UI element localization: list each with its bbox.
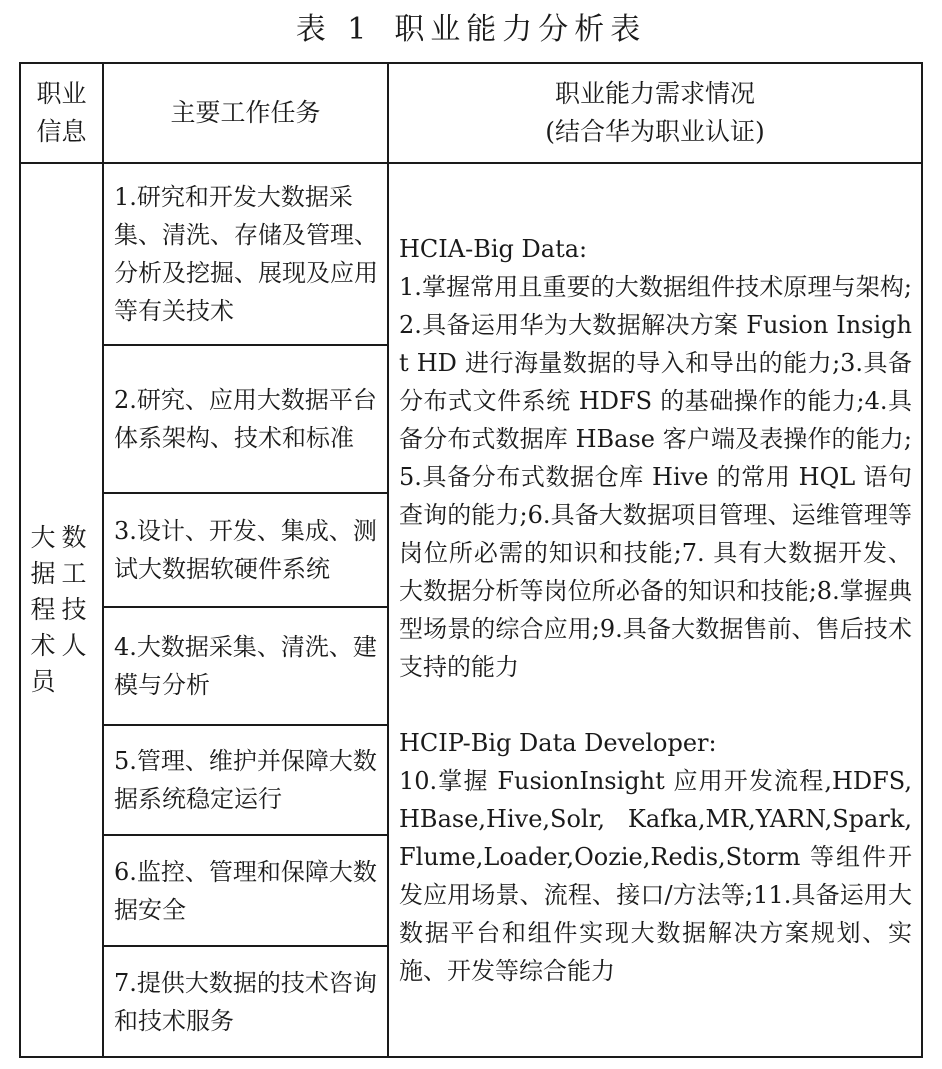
table-caption xyxy=(0,8,942,52)
task-cell-3: 3.设计、开发、集成、测试大数据软硬件系统 xyxy=(103,493,388,607)
header-info-label: 职业信息 xyxy=(36,79,87,146)
header-requirements xyxy=(388,63,922,163)
requirements-cell xyxy=(388,163,922,1057)
header-row xyxy=(20,63,922,163)
header-requirements-line2: (结合华为职业认证) xyxy=(545,117,765,146)
task-cell-5: 5.管理、维护并保障大数据系统稳定运行 xyxy=(103,725,388,835)
occupation-cell xyxy=(20,163,103,1057)
section-gap xyxy=(399,686,912,724)
table-number: 表 1 xyxy=(295,12,373,47)
table-title: 职业能力分析表 xyxy=(394,12,647,47)
hcip-text: 10.掌握 FusionInsight 应用开发流程,HDFS, HBase,Hive,Solr, Kafka,MR,YARN,Spark, Flume,Loader,Oozie,Redis,Storm 等组件开发应用场景、流程、接口/方法等;11.具备运用大数据平台和组件实现大数据解决方案规划、实施、开发等综合能力 xyxy=(399,767,912,985)
task-cell-2: 2.研究、应用大数据平台体系架构、技术和标准 xyxy=(103,345,388,493)
hcia-title: HCIA-Big Data: xyxy=(399,235,588,263)
task-cell-1: 1.研究和开发大数据采集、清洗、存储及管理、分析及挖掘、展现及应用等有关技术 xyxy=(103,163,388,345)
task-cell-7: 7.提供大数据的技术咨询和技术服务 xyxy=(103,946,388,1057)
task-cell-6: 6.监控、管理和保障大数据安全 xyxy=(103,835,388,946)
hcia-text: 1.掌握常用且重要的大数据组件技术原理与架构;2.具备运用华为大数据解决方案 Fusion Insight HD 进行海量数据的导入和导出的能力;3.具备分布式文件系统 HDFS 的基础操作的能力;4.具备分布式数据库 HBase 客户端及表操作的能力;5.具备分布式数据仓库 Hive 的常用 HQL 语句查询的能力;6.具备大数据项目管理、运维管理等岗位所必需的知识和技能;7. 具有大数据开发、大数据分析等岗位所必备的知识和技能;8.掌握典型场景的综合应用;9.具备大数据售前、售后技术支持的能力 xyxy=(399,273,912,681)
occupation-name: 大数据工程技术人员 xyxy=(30,523,93,696)
table-row xyxy=(20,163,922,345)
ability-analysis-table xyxy=(19,62,923,1058)
header-main-tasks: 主要工作任务 xyxy=(103,63,388,163)
task-cell-4: 4.大数据采集、清洗、建模与分析 xyxy=(103,607,388,725)
header-requirements-line1: 职业能力需求情况 xyxy=(554,79,755,108)
header-occupation-info xyxy=(20,63,103,163)
hcip-title: HCIP-Big Data Developer: xyxy=(399,729,717,757)
